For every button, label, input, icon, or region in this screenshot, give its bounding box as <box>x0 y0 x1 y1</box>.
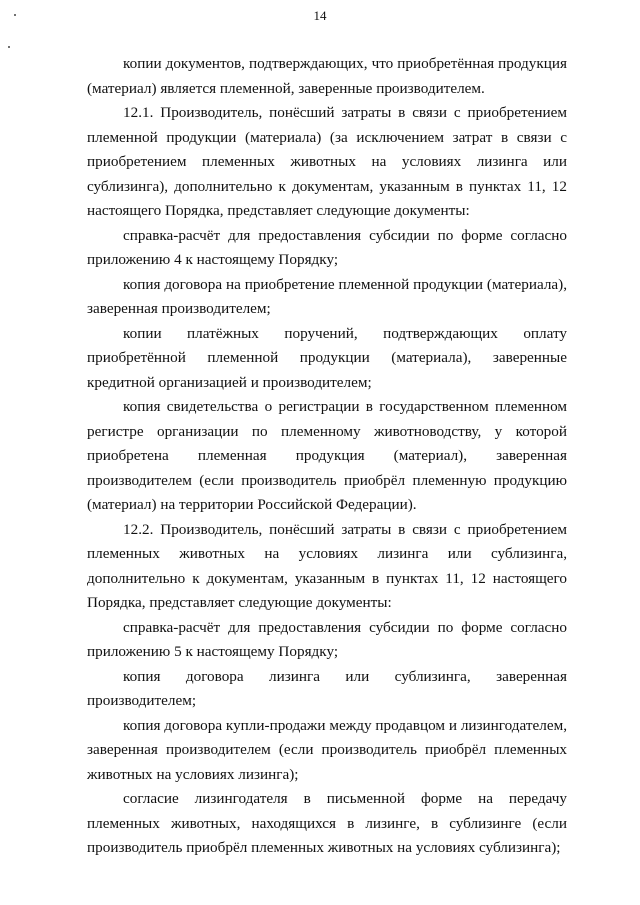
paragraph-documents-copies: копии документов, подтверждающих, что приобретённая продукция (материал) является племенной, заверенные производителем. <box>87 55 567 97</box>
page-number: 14 <box>313 8 327 23</box>
paragraph-calc-certificate-5: справка-расчёт для предоставления субсидии по форме согласно приложению 5 к настоящему Порядку; <box>87 618 567 660</box>
paragraph-12-1: 12.1. Производитель, понёсший затраты в связи с приобретением племенной продукции (материала) (за исключением затрат в связи с приобретением племенных животных на условиях лизинга или сублизинга), дополнительно к документам, указанным в пунктах 11, 12 настоящего Порядка, представляет следующие документы: <box>87 104 567 219</box>
paragraph-purchase-contract: копия договора на приобретение племенной продукции (материала), заверенная производителем; <box>87 275 567 317</box>
paragraph-sale-contract: копия договора купли-продажи между продавцом и лизингодателем, заверенная производителем (если производитель приобрёл племенных животных на условиях лизинга); <box>87 716 567 783</box>
scan-speck <box>8 46 10 48</box>
paragraph-lessor-consent: согласие лизингодателя в письменной форме на передачу племенных животных, находящихся в лизинге, в сублизинге (если производитель приобрёл племенных животных на условиях сублизинга); <box>87 790 567 856</box>
paragraph-calc-certificate-4: справка-расчёт для предоставления субсидии по форме согласно приложению 4 к настоящему Порядку; <box>87 226 567 268</box>
paragraph-leasing-contract: копия договора лизинга или сублизинга, заверенная производителем; <box>87 667 567 709</box>
scan-speck <box>14 14 16 16</box>
document-body <box>87 52 567 861</box>
paragraph-registry-certificate: копия свидетельства о регистрации в государственном племенном регистре организации по племенному животноводству, у которой приобретена племенная продукция (материал), заверенная производителем (если производитель приобрёл племенную продукцию (материал) на территории Российской Федерации). <box>87 398 567 513</box>
paragraph-payment-orders: копии платёжных поручений, подтверждающих оплату приобретённой племенной продукции (материала), заверенные кредитной организацией и производителем; <box>87 324 567 391</box>
paragraph-12-2: 12.2. Производитель, понёсший затраты в связи с приобретением племенных животных на условиях лизинга или сублизинга, дополнительно к документам, указанным в пунктах 11, 12 настоящего Порядка, представляет следующие документы: <box>87 520 567 611</box>
